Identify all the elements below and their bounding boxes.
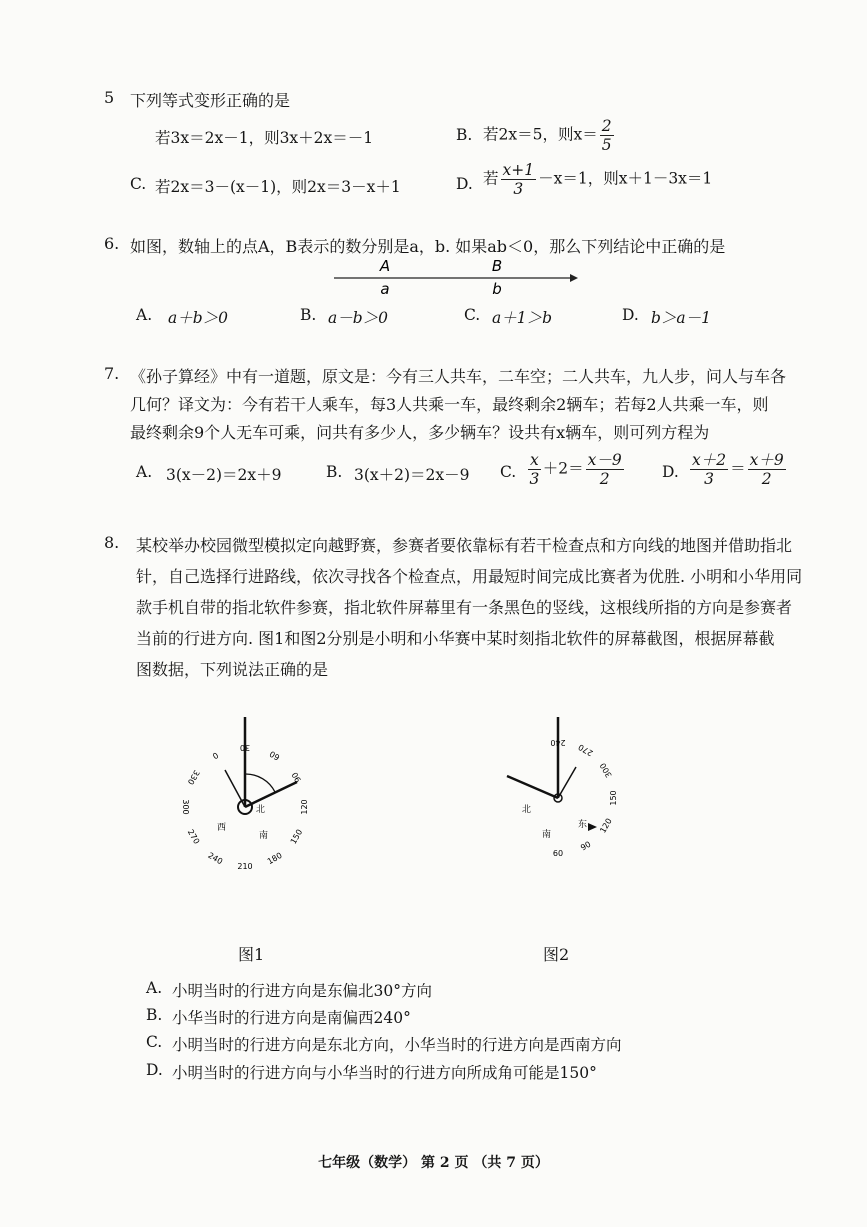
q6-option-b: a－b＞0	[328, 309, 389, 327]
q7-c-num2: x－9	[587, 451, 622, 469]
q7-option-d-label: D.	[662, 463, 679, 481]
fig2-dir-north: 北	[522, 805, 532, 815]
q8-option-c: 小明当时的行进方向是东北方向，小华当时的行进方向是西南方向	[172, 1036, 622, 1054]
q7-d-fraction-1	[690, 451, 728, 488]
q5-d-denominator: 3	[513, 180, 524, 198]
q7-c-fraction-2	[586, 451, 624, 488]
fig2-dir-south: 南	[542, 830, 552, 840]
q5-d-prefix: 若	[483, 169, 499, 188]
figure-2-compass	[480, 712, 620, 882]
fig1-labels-label: 240	[206, 850, 225, 867]
fig1-dir-west: 西	[217, 823, 227, 833]
q8-line-2: 针，自己选择行进路线，依次寻找各个检查点，用最短时间完成比赛者为优胜. 小明和小华用同	[136, 567, 803, 586]
q7-option-a-label: A.	[136, 463, 153, 481]
fig1-labels-label: 180	[265, 850, 284, 867]
q7-option-a: 3(x－2)＝2x＋9	[166, 466, 282, 484]
q5-d-numerator: x+1	[502, 161, 535, 179]
fig1-labels-label: 0	[210, 750, 220, 761]
q5-option-d-label: D.	[456, 175, 473, 193]
q6-option-a: a＋b＞0	[168, 309, 229, 327]
figure-1-compass	[165, 712, 330, 882]
q5-option-b-text: 若2x＝5，则x＝	[483, 125, 598, 144]
q5-option-c: 若2x＝3－(x－1)，则2x＝3－x＋1	[155, 178, 401, 196]
q8-option-c-label: C.	[146, 1033, 163, 1051]
figure-1-caption: 图1	[238, 945, 265, 964]
q5-b-denominator: 5	[601, 136, 612, 154]
number-line	[330, 256, 580, 300]
q7-c-den2: 2	[599, 470, 610, 488]
q5-option-d	[483, 161, 712, 198]
fig1-dir-south: 南	[259, 831, 269, 841]
fig2-labels-label: 90	[579, 839, 593, 853]
q7-option-b-label: B.	[326, 463, 343, 481]
number-line-point-a: A	[379, 257, 391, 275]
number-line-point-b: B	[491, 257, 503, 275]
q7-c-den1: 3	[529, 470, 540, 488]
q7-d-mid: ＝	[730, 459, 746, 478]
q7-number: 7.	[104, 364, 120, 383]
fig1-angle-arc	[245, 774, 275, 792]
q8-number: 8.	[104, 533, 120, 552]
fig2-labels-label: 60	[552, 849, 564, 858]
figure-2-caption: 图2	[543, 945, 570, 964]
fig1-labels-label: 30	[239, 743, 251, 752]
q8-option-d: 小明当时的行进方向与小华当时的行进方向所成角可能是150°	[172, 1064, 597, 1082]
q6-option-a-label: A.	[136, 306, 153, 324]
q7-d-fraction-2	[748, 451, 786, 488]
q5-option-b-label: B.	[456, 126, 473, 144]
q6-option-c: a＋1＞b	[492, 309, 553, 327]
fig1-labels-label: 210	[237, 862, 253, 871]
q7-option-b: 3(x＋2)＝2x－9	[354, 466, 470, 484]
q5-d-suffix: －x＝1，则x＋1－3x＝1	[538, 169, 713, 188]
q8-line-4: 当前的行进方向. 图1和图2分别是小明和小华赛中某时刻指北软件的屏幕截图，根据屏幕截	[136, 629, 775, 648]
fig1-labels-label: 120	[300, 799, 309, 815]
fig1-labels-label: 300	[181, 799, 190, 815]
number-line-value-b: b	[492, 280, 502, 298]
q8-option-d-label: D.	[146, 1061, 163, 1079]
fig2-east-needle	[558, 767, 576, 798]
fig2-arrow-icon	[588, 823, 597, 831]
q7-c-fraction-1	[528, 451, 541, 488]
q5-option-b	[483, 117, 616, 154]
fig1-dir-north: 北	[256, 805, 266, 815]
q7-d-den2: 2	[761, 470, 772, 488]
q6-option-d: b＞a－1	[651, 309, 712, 327]
q8-option-a: 小明当时的行进方向是东偏北30°方向	[172, 982, 432, 1000]
q7-line-2: 几何？译文为：今有若干人乘车，每3人共乘一车，最终剩余2辆车；若每2人共乘一车，则	[130, 395, 769, 414]
q6-option-b-label: B.	[300, 306, 317, 324]
fig2-labels-label: 300	[598, 761, 614, 780]
fig2-dir-east: 东	[578, 820, 588, 830]
number-line-value-a: a	[380, 280, 390, 298]
number-line-arrow-icon	[570, 274, 578, 282]
q8-line-5: 图数据，下列说法正确的是	[136, 660, 329, 679]
q7-line-1: 《孙子算经》中有一道题，原文是：今有三人共车，二车空；二人共车，九人步，问人与车各	[130, 367, 787, 386]
fig1-labels-label: 330	[185, 768, 202, 787]
q7-line-3: 最终剩余9个人无车可乘，问共有多少人，多少辆车？设共有x辆车，则可列方程为	[130, 423, 710, 442]
fig2-labels-label: 270	[576, 742, 595, 758]
q5-stem: 下列等式变形正确的是	[130, 91, 291, 110]
fig2-labels-label: 120	[598, 816, 614, 835]
q5-b-numerator: 2	[601, 117, 612, 135]
fig2-north-needle	[507, 776, 558, 798]
q7-d-den1: 3	[704, 470, 714, 488]
q8-option-b: 小华当时的行进方向是南偏西240°	[172, 1009, 411, 1027]
q6-option-d-label: D.	[622, 306, 639, 324]
q8-option-a-label: A.	[146, 979, 163, 997]
q7-option-d	[688, 451, 788, 488]
q7-c-mid: ＋2＝	[542, 459, 584, 478]
q5-d-fraction	[501, 161, 537, 198]
q8-line-3: 款手机自带的指北软件参赛，指北软件屏幕里有一条黑色的竖线，这根线所指的方向是参赛者	[136, 598, 793, 617]
q7-option-c-label: C.	[500, 463, 517, 481]
fig2-labels-label: 240	[550, 738, 566, 747]
q5-option-b-fraction	[600, 117, 614, 154]
fig1-labels-label: 90	[290, 770, 303, 784]
q7-d-num1: x＋2	[692, 451, 727, 469]
q8-option-b-label: B.	[146, 1006, 163, 1024]
q6-stem: 如图，数轴上的点A，B表示的数分别是a，b. 如果ab＜0，那么下列结论中正确的是	[130, 237, 726, 256]
fig1-labels-label: 150	[288, 827, 305, 846]
fig2-tick-labels	[550, 738, 618, 858]
page-footer: 七年级（数学） 第 2 页 （共 7 页）	[318, 1155, 549, 1171]
fig1-labels-label: 270	[185, 827, 202, 846]
q5-option-c-label: C.	[130, 175, 147, 193]
fig2-labels-label: 150	[609, 790, 618, 806]
q8-line-1: 某校举办校园微型模拟定向越野赛，参赛者要依靠标有若干检查点和方向线的地图并借助指北	[136, 536, 793, 555]
fig1-labels-label: 60	[268, 749, 282, 762]
q5-number: 5	[104, 88, 115, 107]
q6-option-c-label: C.	[464, 306, 481, 324]
q7-d-num2: x＋9	[749, 451, 784, 469]
q5-option-a: 若3x＝2x－1，则3x＋2x＝－1	[155, 129, 374, 147]
q7-c-num1: x	[530, 451, 539, 469]
q7-option-c	[526, 451, 626, 488]
q6-number: 6.	[104, 234, 120, 253]
